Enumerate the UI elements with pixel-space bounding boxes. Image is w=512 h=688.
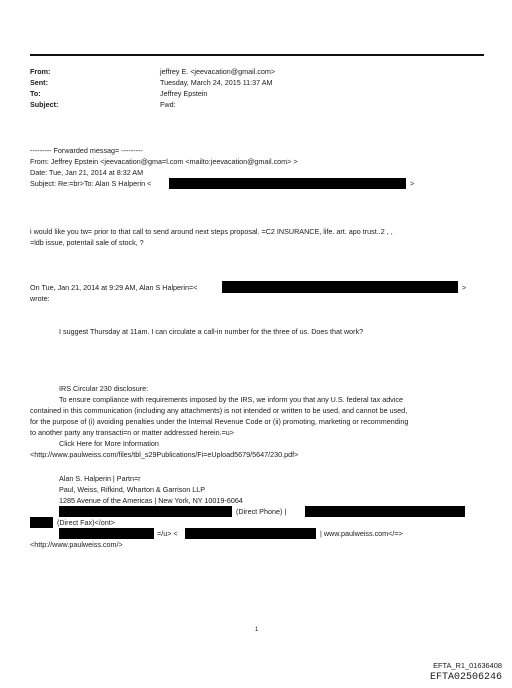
sent-value: Tuesday, March 24, 2015 11:37 AM — [160, 78, 273, 87]
forwarded-from: From: Jeffrey Epstein <jeevacation@gma=l.com <mailto:jeevacation@gmail.com> > — [30, 157, 298, 166]
subject-value: Fwd: — [160, 100, 176, 109]
redaction-block — [185, 528, 316, 539]
disclosure-line: for the purpose of (i) avoiding penalties under the Internal Revenue Code or (ii) promoting, marketing or recommending — [30, 417, 409, 426]
body-line: =ldb issue, potentail sale of stock, ? — [30, 238, 144, 247]
signature-fax: (Direct Fax)</ont> — [57, 518, 115, 527]
disclosure-line: To ensure compliance with requirements imposed by the IRS, we inform you that any U.S. federal tax advice — [59, 395, 403, 404]
disclosure-title: IRS Circular 230 disclosure: — [59, 384, 149, 393]
forwarded-subject: Subject: Re:=br>To: Alan S Halperin < — [30, 179, 152, 188]
quote-intro: On Tue, Jan 21, 2014 at 9:29 AM, Alan S Halperin=< — [30, 283, 198, 292]
signature-u-tag: =/u> < — [157, 529, 178, 538]
disclosure-line: to another party any transacti=n or matter addressed herein.=u> — [30, 428, 234, 437]
redaction-block — [305, 506, 465, 517]
disclosure-link[interactable]: Click Here for More Information — [59, 439, 159, 448]
page-number: 1 — [255, 627, 259, 633]
signature-phone: (Direct Phone) | — [236, 507, 287, 516]
forwarded-date: Date: Tue, Jan 21, 2014 at 8:32 AM — [30, 168, 144, 177]
signature-name: Alan S. Halperin | Partn=r — [59, 474, 141, 483]
header-rule — [30, 54, 484, 56]
footer-ref-primary: EFTA_R1_01636408 — [433, 661, 502, 670]
redaction-block — [222, 281, 458, 293]
quote-wrote: wrote: — [30, 294, 50, 303]
signature-firm: Paul, Weiss, Rifkind, Wharton & Garrison LLP — [59, 485, 206, 494]
subject-label: Subject: — [30, 100, 59, 109]
forwarded-marker: --------- Forwarded messag= --------- — [30, 146, 143, 155]
redaction-block — [169, 178, 406, 189]
body-line: i would like you tw= prior to that call to send around next steps proposal. =C2 INSURANCE, life. art. apo trust..2 , , — [30, 227, 393, 236]
sent-label: Sent: — [30, 78, 48, 87]
signature-url[interactable]: <http://www.paulweiss.com/> — [30, 540, 123, 549]
to-value: Jeffrey Epstein — [160, 89, 208, 98]
forwarded-subject-end: > — [410, 179, 415, 188]
to-label: To: — [30, 89, 41, 98]
redaction-block — [59, 506, 232, 517]
from-value: jeffrey E. <jeevacation@gmail.com> — [160, 67, 276, 76]
redaction-block — [59, 528, 154, 539]
quote-intro-end: > — [462, 283, 467, 292]
disclosure-url[interactable]: <http://www.paulweiss.com/files/tbl_s29Publications/Fi=eUpload5679/5647/230.pdf> — [30, 450, 299, 459]
signature-website[interactable]: | www.paulweiss.com</=> — [320, 529, 403, 538]
signature-address: 1285 Avenue of the Americas | New York, NY 10019-6064 — [59, 496, 243, 505]
quote-suggest: I suggest Thursday at 11am. I can circulate a call-in number for the three of us. Does that work? — [59, 327, 364, 336]
from-label: From: — [30, 67, 51, 76]
disclosure-line: contained in this communication (including any attachments) is not intended or written to be used, and cannot be used, — [30, 406, 408, 415]
redaction-block — [30, 517, 53, 528]
footer-ref-secondary: EFTA02506246 — [429, 672, 502, 683]
